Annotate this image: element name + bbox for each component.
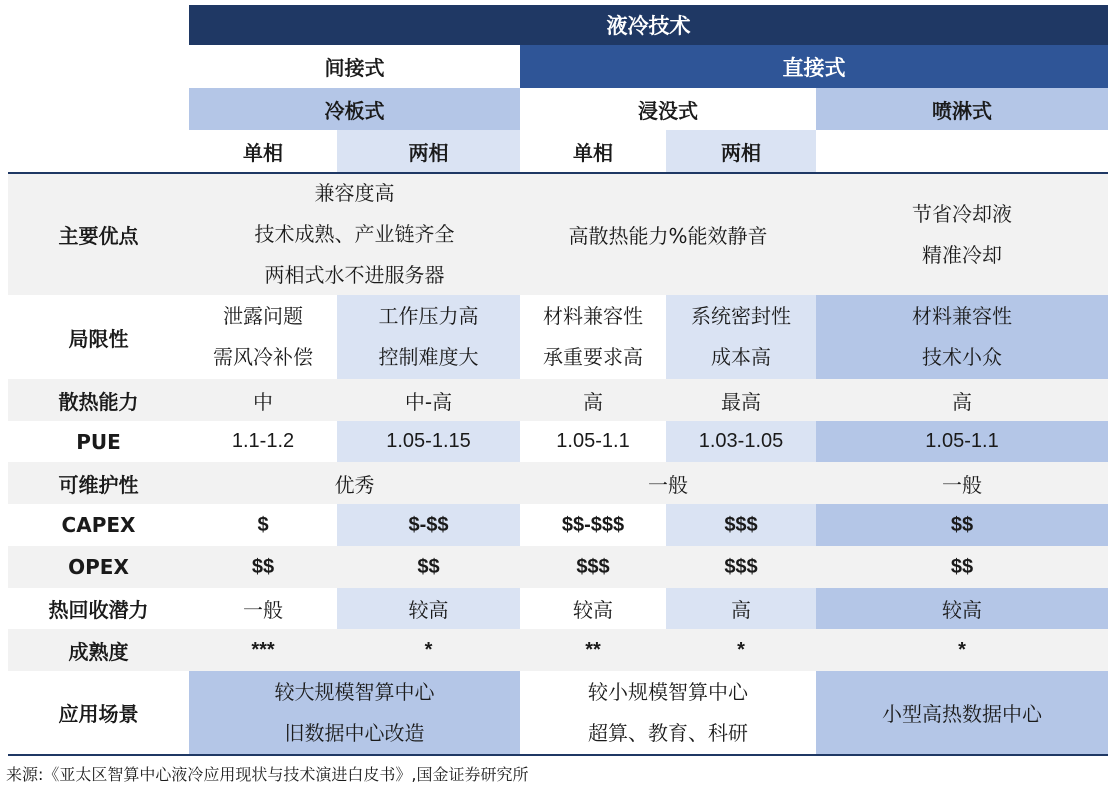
cell-pue-spray: 1.05-1.1: [816, 421, 1108, 462]
limitations-spray-line-1: 材料兼容性: [912, 304, 1012, 328]
cell-capex-im-single: $$-$$$: [561, 513, 625, 536]
cell-scenarios-cold-plate: [189, 671, 520, 754]
cell-maturity-im-single: **: [520, 629, 666, 671]
header-title: 液冷技术: [189, 5, 1108, 45]
header-im-single-phase: 单相: [573, 140, 613, 165]
row-label-heat-capacity: 散热能力: [8, 379, 189, 421]
cell-opex-im-single: $$$: [520, 546, 666, 588]
cell-heat-capacity-im-two: 最高: [666, 379, 816, 421]
header-immersion: 浸没式: [638, 98, 698, 123]
row-label-pue: PUE: [76, 429, 121, 454]
limitations-im-two-line-2: 成本高: [711, 345, 771, 369]
advantages-spray-line-1: 节省冷却液: [912, 201, 1012, 226]
cell-opex-spray: $$: [816, 546, 1108, 588]
limitations-cp-single-line-2: 需风冷补偿: [213, 345, 313, 369]
cell-pue-im-two: 1.03-1.05: [666, 421, 816, 462]
table-bottom-rule: [8, 754, 1108, 756]
row-label-scenarios: 应用场景: [58, 702, 139, 726]
cell-advantages-spray: [816, 174, 1108, 295]
cell-capex-spray: $$: [816, 504, 1108, 546]
header-spray: 喷淋式: [816, 88, 1108, 130]
cell-pue-cp-single: 1.1-1.2: [231, 430, 295, 452]
scenarios-immersion-line-2: 超算、教育、科研: [588, 720, 748, 745]
cell-capex-cp-two: $-$$: [337, 504, 520, 546]
cell-limitations-cp-two: [337, 295, 520, 379]
cell-heat-capacity-cp-two: 中-高: [337, 379, 520, 421]
cell-heat-capacity-cp-single: 中: [189, 379, 337, 421]
cell-maturity-cp-two: *: [337, 629, 520, 671]
advantages-spray-line-2: 精准冷却: [922, 242, 1002, 267]
header-indirect: 间接式: [324, 56, 385, 80]
header-cp-two-phase: 两相: [337, 130, 520, 172]
cell-opex-cp-single: $$: [189, 546, 337, 588]
source-note: 来源:《亚太区智算中心液冷应用现状与技术演进白皮书》,国金证券研究所: [6, 765, 529, 784]
cell-opex-cp-two: $$: [337, 546, 520, 588]
cell-heat-recovery-im-single: 较高: [573, 598, 613, 622]
cell-advantages-immersion: 高散热能力%能效静音: [520, 174, 816, 295]
cell-maturity-im-two: *: [666, 629, 816, 671]
cell-heat-capacity-im-single: 高: [520, 379, 666, 421]
advantages-cold-plate-line-2: 技术成熟、产业链齐全: [254, 222, 455, 246]
limitations-spray-line-2: 技术小众: [922, 345, 1002, 369]
header-cold-plate: 冷板式: [189, 88, 520, 130]
cell-heat-recovery-cp-two: 较高: [337, 588, 520, 629]
advantages-cold-plate-line-3: 两相式水不进服务器: [264, 263, 445, 287]
cell-limitations-im-single: [520, 295, 666, 379]
cell-capex-im-two: $$$: [666, 504, 816, 546]
advantages-cold-plate-line-1: 兼容度高: [314, 181, 395, 205]
limitations-cp-two-line-1: 工作压力高: [378, 304, 479, 328]
cell-heat-recovery-spray: 较高: [816, 588, 1108, 629]
row-label-advantages: 主要优点: [8, 174, 189, 295]
cell-heat-recovery-cp-single: 一般: [243, 598, 283, 622]
cell-maturity-spray: *: [816, 629, 1108, 671]
header-im-two-phase: 两相: [666, 130, 816, 172]
cell-maintainability-cold-plate: 优秀: [189, 462, 520, 504]
row-label-opex: OPEX: [8, 546, 189, 588]
cell-heat-recovery-im-two: 高: [666, 588, 816, 629]
row-label-maturity: 成熟度: [8, 629, 189, 671]
limitations-cp-single-line-1: 泄露问题: [223, 304, 303, 328]
cell-maintainability-immersion: 一般: [520, 462, 816, 504]
cell-maintainability-spray: 一般: [816, 462, 1108, 504]
cell-heat-capacity-spray: 高: [816, 379, 1108, 421]
cell-capex-cp-single: $: [257, 513, 269, 536]
row-label-limitations: 局限性: [68, 326, 129, 351]
header-direct: 直接式: [520, 45, 1108, 88]
row-label-maintainability: 可维护性: [8, 462, 189, 504]
limitations-im-single-line-1: 材料兼容性: [543, 304, 643, 328]
cell-pue-cp-two: 1.05-1.15: [337, 421, 520, 462]
scenarios-immersion-line-1: 较小规模智算中心: [588, 679, 748, 704]
limitations-im-single-line-2: 承重要求高: [543, 345, 643, 369]
cell-limitations-spray: [816, 295, 1108, 379]
limitations-cp-two-line-2: 控制难度大: [378, 345, 479, 369]
cell-maturity-cp-single: ***: [189, 629, 337, 671]
cell-scenarios-immersion: [520, 671, 816, 754]
cell-limitations-cp-single: [189, 295, 337, 379]
cell-limitations-im-two: [666, 295, 816, 379]
cell-scenarios-spray: 小型高热数据中心: [816, 671, 1108, 754]
scenarios-cold-plate-line-2: 旧数据中心改造: [284, 720, 425, 745]
row-label-heat-recovery: 热回收潜力: [48, 598, 149, 622]
cell-advantages-cold-plate: [189, 174, 520, 295]
scenarios-cold-plate-line-1: 较大规模智算中心: [274, 679, 435, 704]
cell-pue-im-single: 1.05-1.1: [556, 430, 630, 452]
limitations-im-two-line-1: 系统密封性: [691, 304, 791, 328]
cell-opex-im-two: $$$: [666, 546, 816, 588]
header-cp-single-phase: 单相: [243, 140, 283, 165]
row-label-capex: CAPEX: [61, 513, 136, 537]
